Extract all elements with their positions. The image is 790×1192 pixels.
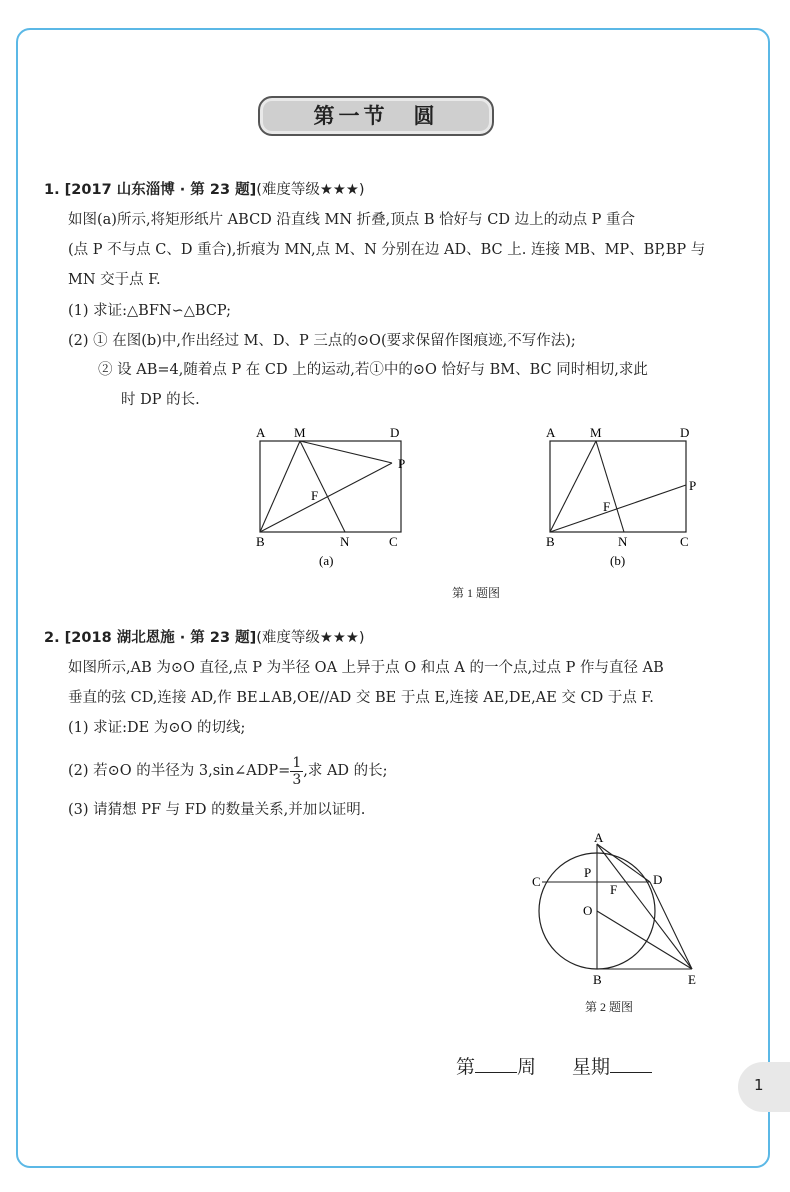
q2-figure-caption: 第 2 题图 <box>585 1000 634 1014</box>
segment-mn-b <box>596 441 624 532</box>
fig-b-caption: (b) <box>610 553 626 568</box>
label-c2: C <box>532 874 541 889</box>
week-zhou: 周 <box>517 1056 537 1078</box>
q2-part2-pre: (2) 若⊙O 的半径为 3,sin∠ADP= <box>68 763 291 779</box>
label-b-b: B <box>546 534 555 549</box>
q2-stem-line1: 如图所示,AB 为⊙O 直径,点 P 为半径 OA 上异于点 O 和点 A 的一个点,过点 P 作与直径 AB <box>68 660 664 676</box>
label-c: C <box>389 534 398 549</box>
week-number-blank[interactable] <box>475 1072 517 1073</box>
label-p2: P <box>584 865 592 880</box>
q1-part2b: ② 设 AB=4,随着点 P 在 CD 上的运动,若①中的⊙O 恰好与 BM、BC 同时相切,求此 <box>98 362 648 378</box>
label-f2: F <box>610 882 618 897</box>
label-d: D <box>390 425 400 440</box>
q2-source: [2018 湖北恩施 · 第 23 题] <box>64 630 257 646</box>
fig-a-caption: (a) <box>319 553 334 568</box>
label-f-b: F <box>603 499 611 514</box>
label-a2: A <box>594 832 604 845</box>
q2-part3: (3) 请猜想 PF 与 FD 的数量关系,并加以证明. <box>68 802 366 818</box>
segment-mp <box>300 441 392 463</box>
label-d-b: D <box>680 425 690 440</box>
label-a-b: A <box>546 425 556 440</box>
segment-mn <box>300 441 345 532</box>
label-f: F <box>311 488 319 503</box>
label-e2: E <box>688 972 696 987</box>
section-title: 第一节 圆 <box>258 96 494 136</box>
q1-header <box>44 180 365 200</box>
q1-stem-line2: (点 P 不与点 C、D 重合),折痕为 MN,点 M、N 分别在边 AD、BC 上. 连接 MB、MP、BP,BP 与 <box>68 242 706 258</box>
q2-stem-line2: 垂直的弦 CD,连接 AD,作 BE⊥AB,OE//AD 交 BE 于点 E,连接 AE,DE,AE 交 CD 于点 F. <box>68 690 654 706</box>
label-b2: B <box>593 972 602 987</box>
q2-number: 2. <box>44 630 60 646</box>
page-number-tab <box>738 1062 790 1112</box>
weekday-blank[interactable] <box>610 1072 652 1073</box>
label-n-b: N <box>618 534 628 549</box>
label-p: P <box>398 456 406 471</box>
week-day-line <box>456 1052 652 1079</box>
fraction-numerator: 1 <box>292 754 302 771</box>
q2-part2-post: ,求 AD 的长; <box>303 763 388 779</box>
q1-source: [2017 山东淄博 · 第 23 题] <box>64 182 257 198</box>
segment-mb <box>260 441 300 532</box>
rect-abcd <box>260 441 401 532</box>
q1-part2a: (2) ① 在图(b)中,作出经过 M、D、P 三点的⊙O(要求保留作图痕迹,不写作法); <box>68 333 576 349</box>
label-a: A <box>256 425 266 440</box>
q2-difficulty: (难度等级★★★) <box>256 630 365 646</box>
q1-figure-caption: 第 1 题图 <box>452 586 501 600</box>
q2-part1: (1) 求证:DE 为⊙O 的切线; <box>68 720 246 736</box>
label-o2: O <box>583 903 593 918</box>
label-c-b: C <box>680 534 689 549</box>
segment-bp <box>260 463 392 532</box>
q2-header <box>44 628 365 648</box>
q1-stem-line1: 如图(a)所示,将矩形纸片 ABCD 沿直线 MN 折叠,顶点 B 恰好与 CD 边上的动点 P 重合 <box>68 212 636 228</box>
segment-ae <box>597 844 692 969</box>
label-m: M <box>294 425 306 440</box>
q1-difficulty: (难度等级★★★) <box>256 182 365 198</box>
q1-stem-line3: MN 交于点 F. <box>68 272 161 288</box>
segment-ad <box>597 844 650 882</box>
page-number: 1 <box>754 1076 764 1094</box>
q1-part2c: 时 DP 的长. <box>121 392 200 408</box>
weekday-label: 星期 <box>572 1056 611 1078</box>
q2-figure <box>524 832 714 992</box>
q1-number: 1. <box>44 182 60 198</box>
q2-part2 <box>68 753 388 789</box>
label-n: N <box>340 534 350 549</box>
q1-figure-a <box>248 420 428 572</box>
fraction-one-third <box>290 755 303 788</box>
label-d2: D <box>653 872 663 887</box>
fraction-denominator: 3 <box>292 771 302 788</box>
label-m-b: M <box>590 425 602 440</box>
label-p-b: P <box>689 478 697 493</box>
q1-figure-b <box>538 420 718 572</box>
q1-part1: (1) 求证:△BFN∽△BCP; <box>68 303 232 319</box>
label-b: B <box>256 534 265 549</box>
week-di: 第 <box>456 1056 476 1078</box>
rect-abcd-b <box>550 441 686 532</box>
